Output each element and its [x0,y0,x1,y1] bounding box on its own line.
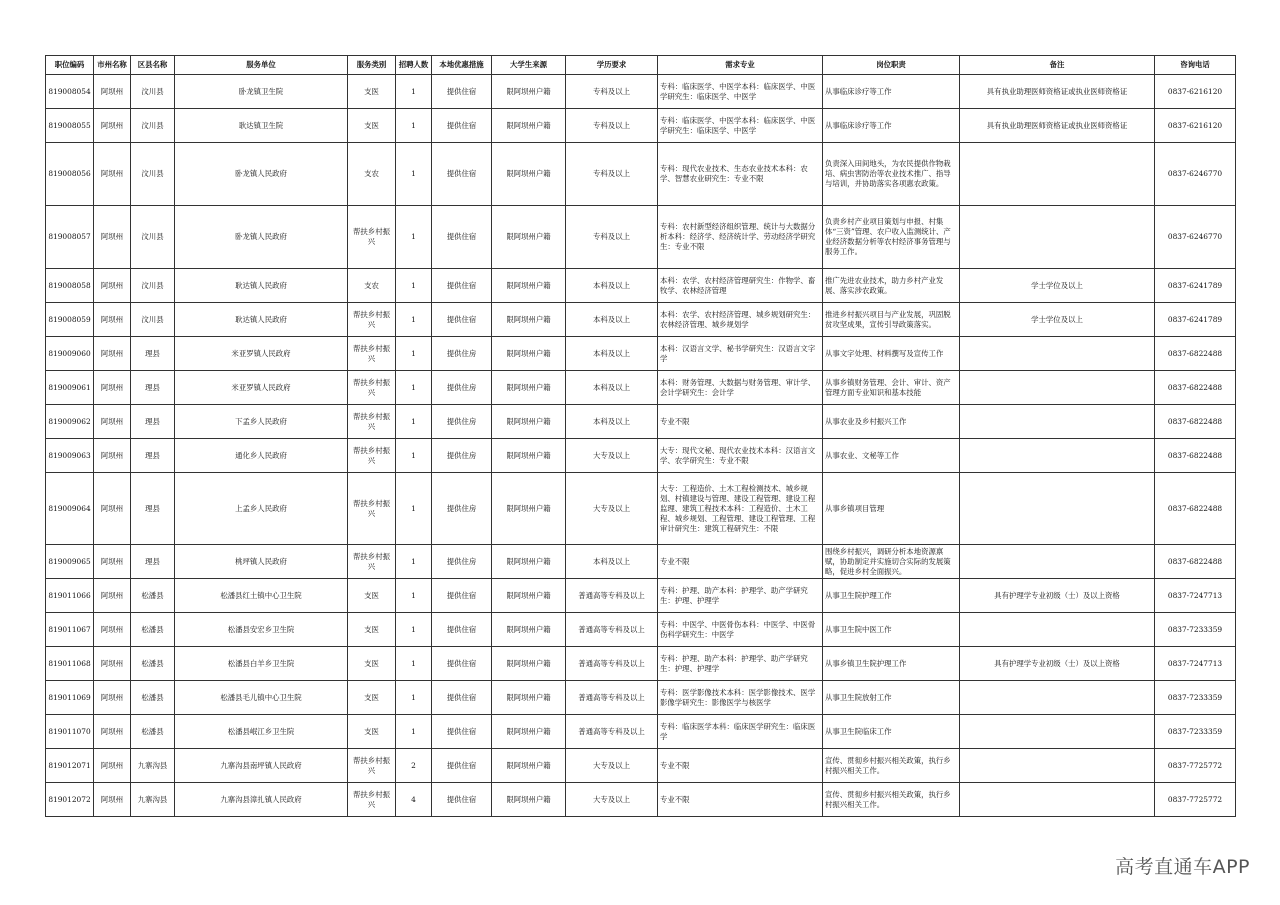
cell-student-source: 限阿坝州户籍 [492,715,566,749]
cell-student-source: 限阿坝州户籍 [492,143,566,206]
cell-county-name: 理县 [131,545,175,579]
cell-service-category: 帮扶乡村振兴 [348,749,396,783]
cell-required-major: 专业不限 [658,405,823,439]
cell-job-code: 819008059 [46,303,94,337]
cell-recruit-count: 2 [396,749,432,783]
cell-city-name: 阿坝州 [94,749,131,783]
cell-service-category: 支医 [348,579,396,613]
cell-recruit-count: 1 [396,109,432,143]
cell-county-name: 理县 [131,473,175,545]
cell-local-benefit: 提供住房 [432,405,492,439]
cell-education-req: 普通高等专科及以上 [566,613,658,647]
cell-education-req: 本科及以上 [566,269,658,303]
header-student-source: 大学生来源 [492,56,566,75]
cell-job-code: 819011070 [46,715,94,749]
cell-education-req: 大专及以上 [566,439,658,473]
table-row [46,545,1236,579]
cell-student-source: 限阿坝州户籍 [492,206,566,269]
cell-student-source: 限阿坝州户籍 [492,75,566,109]
cell-education-req: 本科及以上 [566,337,658,371]
cell-county-name: 松潘县 [131,579,175,613]
cell-city-name: 阿坝州 [94,75,131,109]
cell-remark [960,439,1155,473]
cell-required-major: 专科：临床医学、中医学本科：临床医学、中医学研究生：临床医学、中医学 [658,75,823,109]
cell-county-name: 松潘县 [131,715,175,749]
cell-service-category: 帮扶乡村振兴 [348,371,396,405]
cell-remark [960,749,1155,783]
cell-local-benefit: 提供住宿 [432,269,492,303]
cell-recruit-count: 1 [396,269,432,303]
cell-student-source: 限阿坝州户籍 [492,337,566,371]
cell-required-major: 本科：农学、农村经济管理、城乡规划研究生：农林经济管理、城乡规划学 [658,303,823,337]
cell-remark [960,405,1155,439]
cell-job-duty: 从事农业、文秘等工作 [823,439,960,473]
cell-local-benefit: 提供住宿 [432,109,492,143]
cell-city-name: 阿坝州 [94,715,131,749]
cell-required-major: 大专：工程造价、土木工程检测技术、城乡规划、村镇建设与管理、建设工程管理、建设工程监理、建筑工程技术本科：工程造价、土木工程、城乡规划、工程管理、建设工程管理、工程审计研究生：建筑工程研究生：不限 [658,473,823,545]
cell-required-major: 专业不限 [658,749,823,783]
cell-job-duty: 从事卫生院临床工作 [823,715,960,749]
cell-service-unit: 下孟乡人民政府 [175,405,348,439]
cell-education-req: 专科及以上 [566,206,658,269]
cell-service-unit: 松潘县安宏乡卫生院 [175,613,348,647]
cell-remark [960,545,1155,579]
table-row [46,681,1236,715]
header-job-duty: 岗位职责 [823,56,960,75]
cell-city-name: 阿坝州 [94,303,131,337]
cell-service-category: 帮扶乡村振兴 [348,337,396,371]
table-row [46,715,1236,749]
cell-student-source: 限阿坝州户籍 [492,613,566,647]
cell-required-major: 专科：农村新型经济组织管理、统计与大数据分析本科：经济学、经济统计学、劳动经济学研究生：专业不限 [658,206,823,269]
cell-recruit-count: 1 [396,337,432,371]
cell-service-category: 帮扶乡村振兴 [348,303,396,337]
cell-remark [960,613,1155,647]
cell-county-name: 理县 [131,337,175,371]
cell-city-name: 阿坝州 [94,206,131,269]
table-row [46,783,1236,817]
cell-service-category: 帮扶乡村振兴 [348,783,396,817]
cell-county-name: 九寨沟县 [131,783,175,817]
cell-local-benefit: 提供住宿 [432,579,492,613]
cell-remark: 具有执业助理医师资格证或执业医师资格证 [960,75,1155,109]
cell-service-unit: 卧龙镇卫生院 [175,75,348,109]
cell-service-category: 帮扶乡村振兴 [348,405,396,439]
table-row [46,303,1236,337]
cell-job-duty: 宣传、贯彻乡村振兴相关政策，执行乡村振兴相关工作。 [823,783,960,817]
cell-job-code: 819009061 [46,371,94,405]
cell-job-duty: 从事临床诊疗等工作 [823,109,960,143]
cell-job-duty: 从事临床诊疗等工作 [823,75,960,109]
cell-county-name: 汶川县 [131,109,175,143]
table-header-row [46,56,1236,75]
cell-remark: 学士学位及以上 [960,303,1155,337]
cell-education-req: 普通高等专科及以上 [566,715,658,749]
cell-service-unit: 卧龙镇人民政府 [175,206,348,269]
header-service-category: 服务类别 [348,56,396,75]
cell-required-major: 大专：现代文秘、现代农业技术本科：汉语言文学、农学研究生：专业不限 [658,439,823,473]
cell-recruit-count: 1 [396,715,432,749]
cell-education-req: 本科及以上 [566,371,658,405]
cell-county-name: 理县 [131,405,175,439]
cell-required-major: 专业不限 [658,545,823,579]
cell-phone: 0837-7233359 [1155,715,1236,749]
cell-required-major: 专科：临床医学、中医学本科：临床医学、中医学研究生：临床医学、中医学 [658,109,823,143]
cell-education-req: 大专及以上 [566,473,658,545]
cell-education-req: 专科及以上 [566,143,658,206]
cell-local-benefit: 提供住房 [432,371,492,405]
cell-service-category: 支农 [348,269,396,303]
cell-remark [960,337,1155,371]
cell-service-category: 帮扶乡村振兴 [348,473,396,545]
cell-job-duty: 从事文字处理、材料撰写及宣传工作 [823,337,960,371]
cell-local-benefit: 提供住房 [432,545,492,579]
table-row [46,269,1236,303]
cell-service-unit: 上孟乡人民政府 [175,473,348,545]
cell-job-code: 819011067 [46,613,94,647]
cell-service-unit: 通化乡人民政府 [175,439,348,473]
cell-county-name: 汶川县 [131,75,175,109]
cell-student-source: 限阿坝州户籍 [492,545,566,579]
cell-job-duty: 从事乡镇财务管理、会计、审计、资产管理方面专业知识和基本技能 [823,371,960,405]
cell-service-unit: 松潘县白羊乡卫生院 [175,647,348,681]
cell-service-category: 帮扶乡村振兴 [348,545,396,579]
table-row [46,613,1236,647]
cell-job-code: 819012072 [46,783,94,817]
cell-service-category: 支医 [348,613,396,647]
cell-service-category: 支医 [348,647,396,681]
cell-city-name: 阿坝州 [94,371,131,405]
table-row [46,579,1236,613]
cell-local-benefit: 提供住宿 [432,143,492,206]
header-local-benefit: 本地优惠措施 [432,56,492,75]
cell-recruit-count: 1 [396,405,432,439]
cell-county-name: 松潘县 [131,613,175,647]
cell-service-unit: 卧龙镇人民政府 [175,143,348,206]
cell-phone: 0837-6241789 [1155,269,1236,303]
cell-recruit-count: 1 [396,75,432,109]
cell-job-code: 819008055 [46,109,94,143]
cell-phone: 0837-6246770 [1155,206,1236,269]
cell-required-major: 专科：中医学、中医骨伤本科：中医学、中医骨伤科学研究生：中医学 [658,613,823,647]
cell-service-unit: 耿达镇人民政府 [175,269,348,303]
cell-phone: 0837-7247713 [1155,647,1236,681]
cell-local-benefit: 提供住房 [432,473,492,545]
cell-service-category: 支医 [348,75,396,109]
cell-phone: 0837-7233359 [1155,613,1236,647]
cell-remark [960,783,1155,817]
cell-job-duty: 从事卫生院护理工作 [823,579,960,613]
cell-service-category: 支医 [348,715,396,749]
cell-recruit-count: 1 [396,473,432,545]
cell-education-req: 大专及以上 [566,749,658,783]
cell-city-name: 阿坝州 [94,473,131,545]
cell-city-name: 阿坝州 [94,109,131,143]
cell-phone: 0837-6822488 [1155,337,1236,371]
cell-job-code: 819011066 [46,579,94,613]
cell-service-unit: 桃坪镇人民政府 [175,545,348,579]
cell-service-unit: 九寨沟县南坪镇人民政府 [175,749,348,783]
cell-recruit-count: 1 [396,647,432,681]
cell-required-major: 本科：汉语言文学、秘书学研究生：汉语言文字学 [658,337,823,371]
cell-city-name: 阿坝州 [94,783,131,817]
cell-remark [960,473,1155,545]
cell-city-name: 阿坝州 [94,337,131,371]
cell-job-code: 819009065 [46,545,94,579]
cell-required-major: 专科：临床医学本科：临床医学研究生：临床医学 [658,715,823,749]
cell-job-duty: 宣传、贯彻乡村振兴相关政策，执行乡村振兴相关工作。 [823,749,960,783]
cell-city-name: 阿坝州 [94,681,131,715]
cell-student-source: 限阿坝州户籍 [492,579,566,613]
cell-remark: 学士学位及以上 [960,269,1155,303]
cell-remark [960,371,1155,405]
cell-service-unit: 松潘县岷江乡卫生院 [175,715,348,749]
cell-city-name: 阿坝州 [94,405,131,439]
cell-service-unit: 米亚罗镇人民政府 [175,337,348,371]
cell-student-source: 限阿坝州户籍 [492,371,566,405]
cell-service-unit: 九寨沟县漳扎镇人民政府 [175,783,348,817]
cell-recruit-count: 1 [396,439,432,473]
cell-service-unit: 松潘县红土镇中心卫生院 [175,579,348,613]
cell-job-code: 819008056 [46,143,94,206]
cell-job-duty: 推进乡村振兴项目与产业发展，巩固脱贫攻坚成果，宣传引导政策落实。 [823,303,960,337]
cell-phone: 0837-6822488 [1155,371,1236,405]
cell-local-benefit: 提供住宿 [432,75,492,109]
table-row [46,439,1236,473]
table-row [46,405,1236,439]
cell-student-source: 限阿坝州户籍 [492,783,566,817]
cell-job-duty: 从事卫生院中医工作 [823,613,960,647]
cell-job-code: 819011069 [46,681,94,715]
cell-remark: 具有护理学专业初级（士）及以上资格 [960,579,1155,613]
cell-student-source: 限阿坝州户籍 [492,405,566,439]
cell-required-major: 专科：护理、助产本科：护理学、助产学研究生：护理、护理学 [658,579,823,613]
cell-local-benefit: 提供住宿 [432,303,492,337]
cell-local-benefit: 提供住宿 [432,206,492,269]
cell-service-unit: 耿达镇人民政府 [175,303,348,337]
cell-recruit-count: 1 [396,681,432,715]
cell-recruit-count: 1 [396,371,432,405]
cell-service-category: 支农 [348,143,396,206]
cell-recruit-count: 4 [396,783,432,817]
cell-education-req: 本科及以上 [566,405,658,439]
cell-phone: 0837-6822488 [1155,545,1236,579]
cell-remark [960,715,1155,749]
cell-recruit-count: 1 [396,143,432,206]
cell-job-code: 819008057 [46,206,94,269]
header-city-name: 市州名称 [94,56,131,75]
cell-required-major: 本科：农学、农村经济管理研究生：作物学、畜牧学、农林经济管理 [658,269,823,303]
cell-recruit-count: 1 [396,613,432,647]
cell-local-benefit: 提供住房 [432,439,492,473]
header-job-code: 职位编码 [46,56,94,75]
cell-job-code: 819009060 [46,337,94,371]
cell-recruit-count: 1 [396,303,432,337]
table-row [46,473,1236,545]
cell-county-name: 汶川县 [131,206,175,269]
table-row [46,109,1236,143]
cell-recruit-count: 1 [396,545,432,579]
cell-service-category: 支医 [348,681,396,715]
cell-phone: 0837-6216120 [1155,75,1236,109]
cell-phone: 0837-7725772 [1155,749,1236,783]
cell-city-name: 阿坝州 [94,269,131,303]
cell-phone: 0837-6216120 [1155,109,1236,143]
table-row [46,647,1236,681]
cell-remark: 具有执业助理医师资格证或执业医师资格证 [960,109,1155,143]
table-row [46,143,1236,206]
cell-local-benefit: 提供住宿 [432,783,492,817]
cell-recruit-count: 1 [396,206,432,269]
cell-city-name: 阿坝州 [94,439,131,473]
cell-education-req: 普通高等专科及以上 [566,579,658,613]
cell-service-unit: 米亚罗镇人民政府 [175,371,348,405]
cell-student-source: 限阿坝州户籍 [492,647,566,681]
cell-student-source: 限阿坝州户籍 [492,439,566,473]
cell-education-req: 本科及以上 [566,545,658,579]
cell-education-req: 专科及以上 [566,75,658,109]
cell-student-source: 限阿坝州户籍 [492,303,566,337]
cell-education-req: 专科及以上 [566,109,658,143]
table-row [46,75,1236,109]
cell-county-name: 汶川县 [131,143,175,206]
cell-service-category: 支医 [348,109,396,143]
cell-service-category: 帮扶乡村振兴 [348,206,396,269]
cell-remark [960,681,1155,715]
table-row [46,371,1236,405]
cell-job-code: 819009063 [46,439,94,473]
header-required-major: 需求专业 [658,56,823,75]
cell-city-name: 阿坝州 [94,545,131,579]
cell-service-category: 帮扶乡村振兴 [348,439,396,473]
cell-service-unit: 耿达镇卫生院 [175,109,348,143]
cell-job-duty: 负责乡村产业项目策划与申报、村集体“三资”管理、农户收入监测统计、产业经济数据分析等农村经济事务管理与服务工作。 [823,206,960,269]
cell-county-name: 理县 [131,439,175,473]
cell-local-benefit: 提供住宿 [432,749,492,783]
cell-phone: 0837-6241789 [1155,303,1236,337]
cell-required-major: 专科：医学影像技术本科：医学影像技术、医学影像学研究生：影像医学与核医学 [658,681,823,715]
cell-student-source: 限阿坝州户籍 [492,269,566,303]
cell-service-unit: 松潘县毛儿镇中心卫生院 [175,681,348,715]
cell-education-req: 普通高等专科及以上 [566,647,658,681]
header-service-unit: 服务单位 [175,56,348,75]
cell-job-code: 819011068 [46,647,94,681]
cell-phone: 0837-7725772 [1155,783,1236,817]
cell-local-benefit: 提供住宿 [432,647,492,681]
cell-local-benefit: 提供住宿 [432,715,492,749]
cell-job-duty: 负责深入田间地头，为农民提供作物栽培、病虫害防治等农业技术推广、指导与培训，并协助落实各项惠农政策。 [823,143,960,206]
cell-county-name: 汶川县 [131,303,175,337]
watermark: 高考直通车APP [1115,856,1250,878]
cell-county-name: 松潘县 [131,681,175,715]
cell-student-source: 限阿坝州户籍 [492,473,566,545]
cell-phone: 0837-6822488 [1155,439,1236,473]
cell-job-duty: 围绕乡村振兴，调研分析本地资源禀赋，协助制定并实施切合实际的发展策略，促进乡村全面振兴。 [823,545,960,579]
cell-phone: 0837-7247713 [1155,579,1236,613]
cell-local-benefit: 提供住房 [432,337,492,371]
cell-city-name: 阿坝州 [94,647,131,681]
header-phone: 咨询电话 [1155,56,1236,75]
cell-local-benefit: 提供住宿 [432,681,492,715]
table-row [46,337,1236,371]
cell-job-duty: 从事农业及乡村振兴工作 [823,405,960,439]
header-recruit-count: 招聘人数 [396,56,432,75]
header-remark: 备注 [960,56,1155,75]
cell-education-req: 大专及以上 [566,783,658,817]
cell-county-name: 理县 [131,371,175,405]
cell-student-source: 限阿坝州户籍 [492,109,566,143]
cell-county-name: 松潘县 [131,647,175,681]
table-row [46,206,1236,269]
cell-job-duty: 从事卫生院放射工作 [823,681,960,715]
cell-student-source: 限阿坝州户籍 [492,681,566,715]
cell-job-code: 819008054 [46,75,94,109]
cell-job-code: 819009062 [46,405,94,439]
cell-student-source: 限阿坝州户籍 [492,749,566,783]
recruitment-table [45,55,1236,817]
cell-job-code: 819012071 [46,749,94,783]
cell-phone: 0837-6822488 [1155,473,1236,545]
cell-city-name: 阿坝州 [94,613,131,647]
cell-recruit-count: 1 [396,579,432,613]
cell-local-benefit: 提供住宿 [432,613,492,647]
cell-job-code: 819008058 [46,269,94,303]
cell-required-major: 专科：护理、助产本科：护理学、助产学研究生：护理、护理学 [658,647,823,681]
header-county-name: 区县名称 [131,56,175,75]
cell-city-name: 阿坝州 [94,579,131,613]
cell-job-code: 819009064 [46,473,94,545]
cell-remark [960,206,1155,269]
cell-job-duty: 从事乡镇项目管理 [823,473,960,545]
cell-county-name: 九寨沟县 [131,749,175,783]
cell-phone: 0837-6246770 [1155,143,1236,206]
cell-remark: 具有护理学专业初级（士）及以上资格 [960,647,1155,681]
cell-remark [960,143,1155,206]
cell-city-name: 阿坝州 [94,143,131,206]
cell-education-req: 本科及以上 [566,303,658,337]
cell-education-req: 普通高等专科及以上 [566,681,658,715]
table-row [46,749,1236,783]
cell-required-major: 本科：财务管理、大数据与财务管理、审计学、会计学研究生：会计学 [658,371,823,405]
cell-job-duty: 推广先进农业技术，助力乡村产业发展、落实涉农政策。 [823,269,960,303]
header-education-req: 学历要求 [566,56,658,75]
cell-required-major: 专业不限 [658,783,823,817]
cell-county-name: 汶川县 [131,269,175,303]
cell-required-major: 专科：现代农业技术、生态农业技术本科：农学、智慧农业研究生：专业不限 [658,143,823,206]
cell-job-duty: 从事乡镇卫生院护理工作 [823,647,960,681]
cell-phone: 0837-6822488 [1155,405,1236,439]
cell-phone: 0837-7233359 [1155,681,1236,715]
